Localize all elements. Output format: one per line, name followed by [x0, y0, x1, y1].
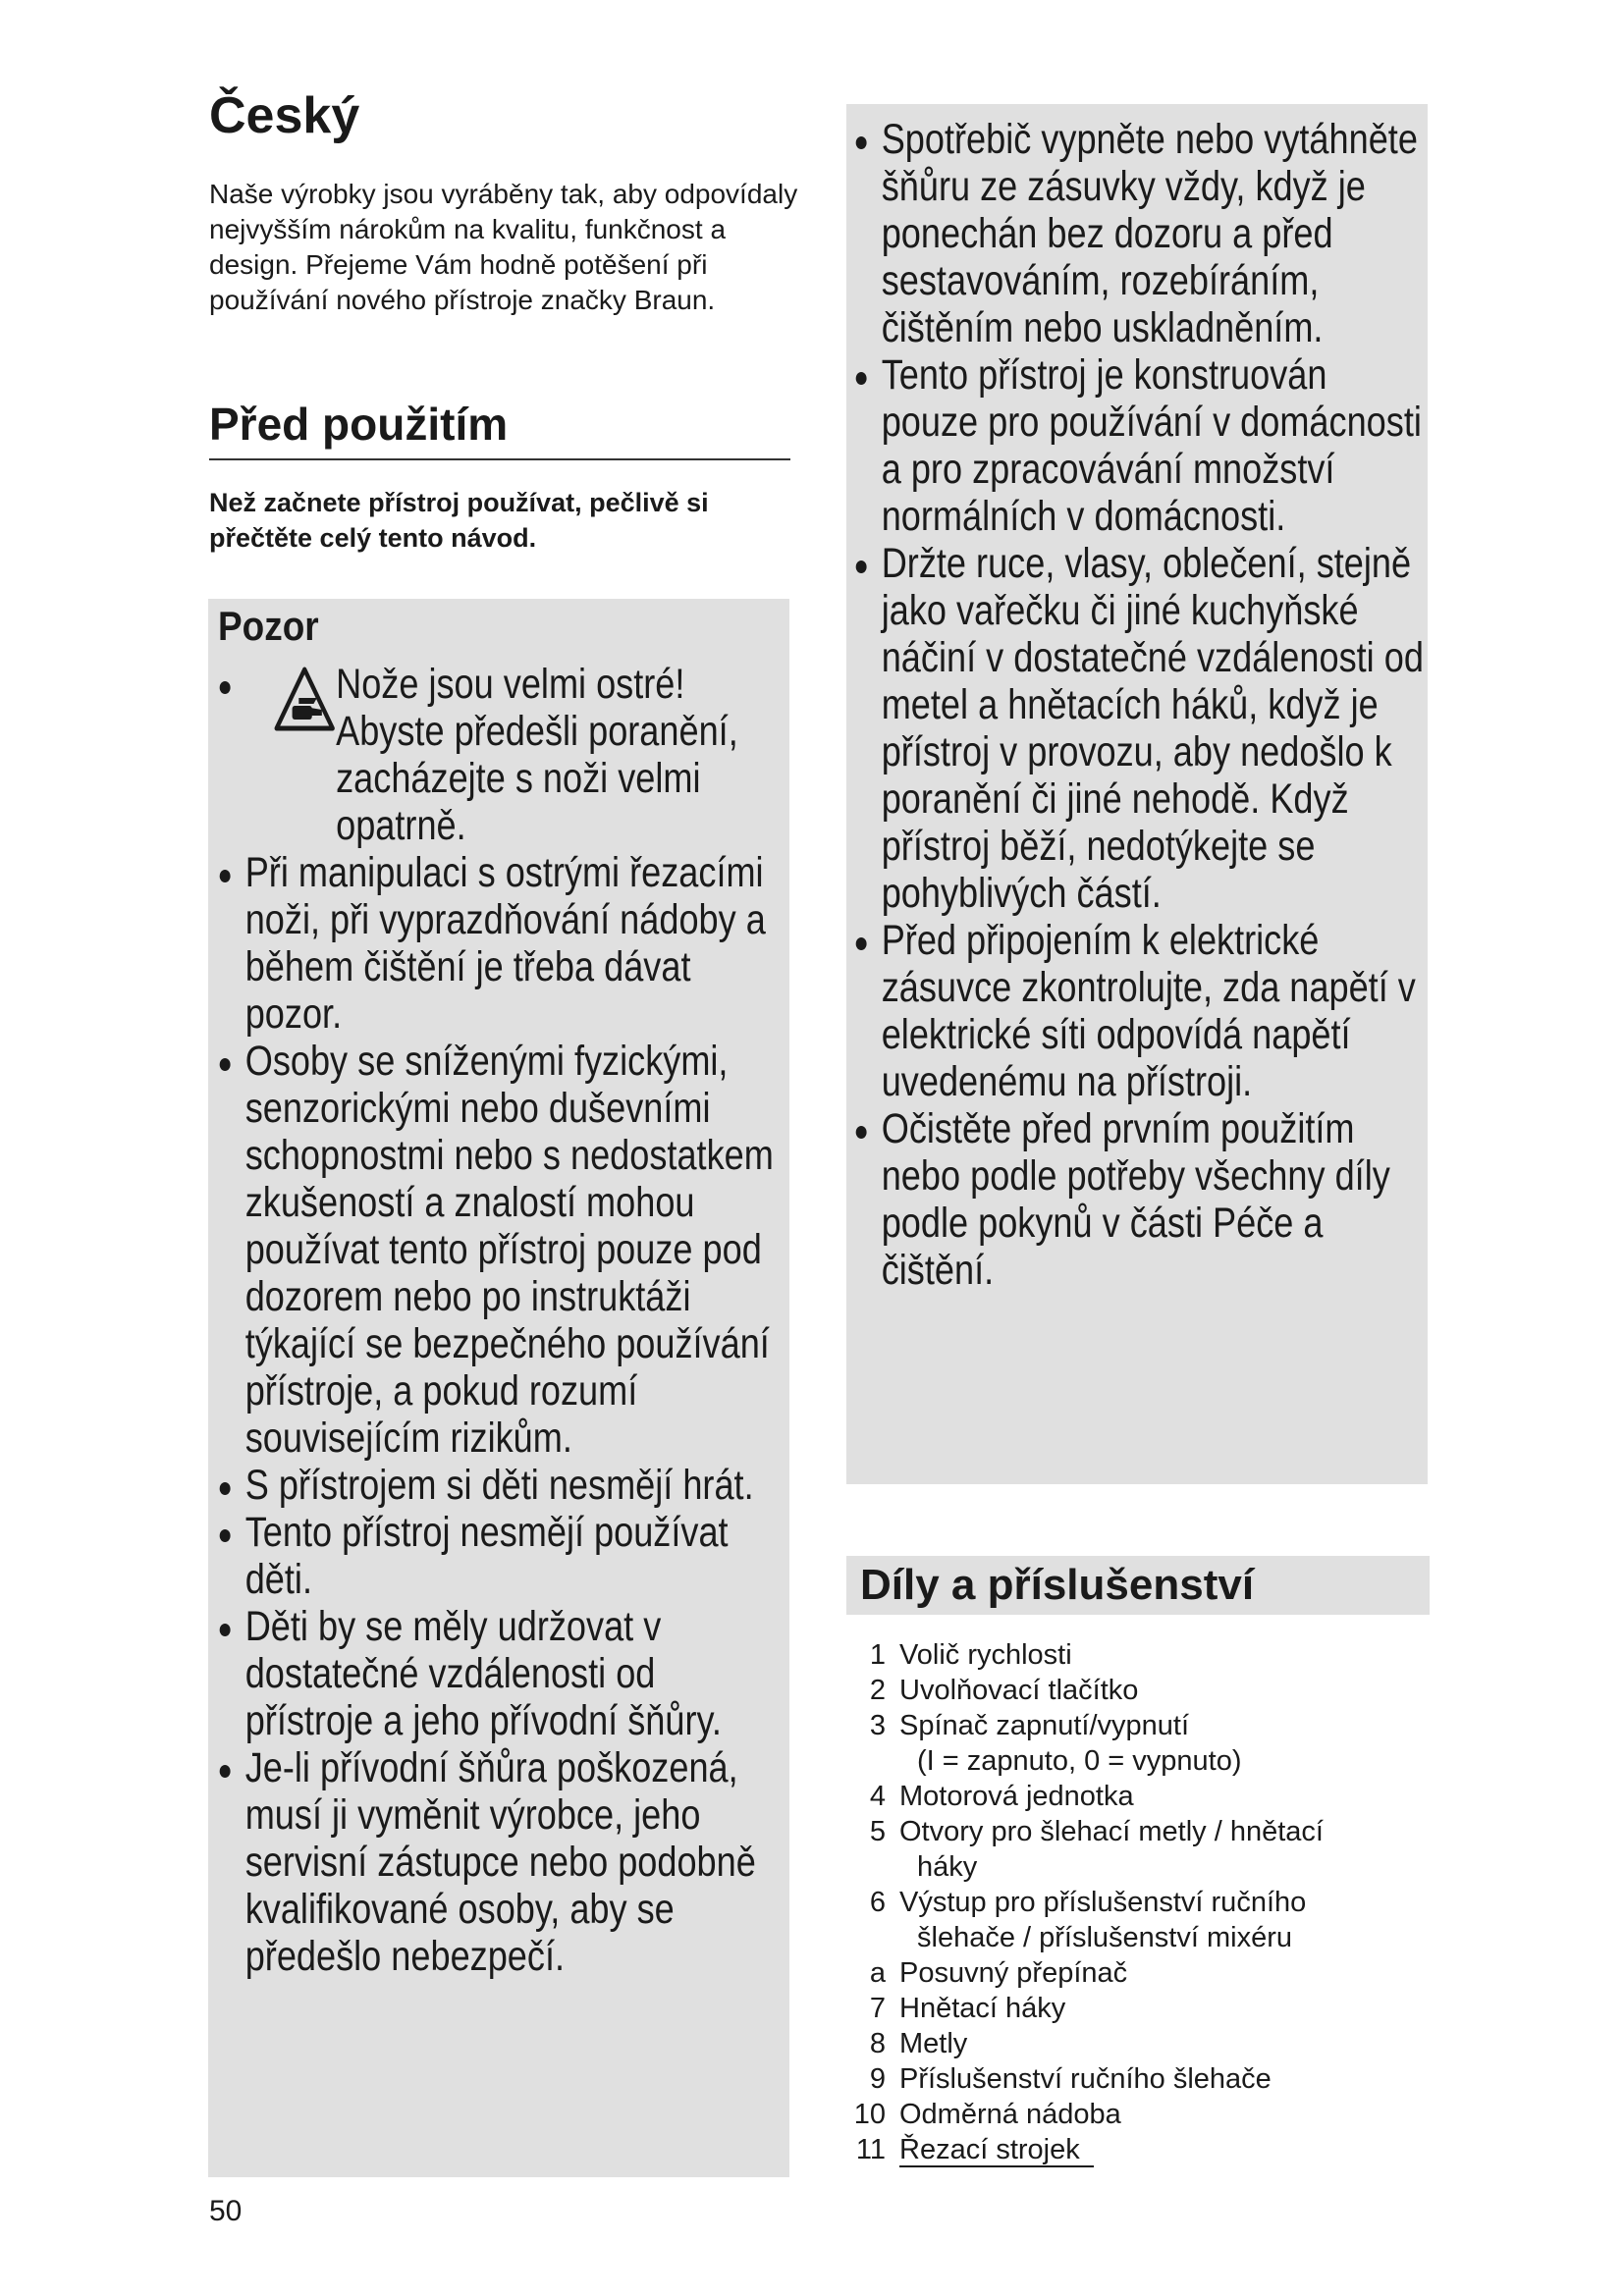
part-number: 5	[869, 1816, 886, 1847]
page-number: 50	[209, 2195, 243, 2227]
warning-item-text: Držte ruce, vlasy, oblečení, stejně jako vařečku či jiné kuchyňské náčiní v dostatečné vzdálenosti od metel a hnětacích háků, když je přístroj v provozu, aby nedošlo k poranění či jiné nehodě. Když přístroj běží, nedotýkejte se pohyblivých částí.	[881, 540, 1424, 917]
warning-item-text: Nože jsou velmi ostré! Abyste předešli poranění, zacházejte s noži velmi opatrně.	[336, 661, 738, 849]
warning-item-text: Osoby se sníženými fyzickými, senzorickými nebo duševními schopnostmi nebo s nedostatkem zkušeností a znalostí mohou používat tento přístroj pouze pod dozorem nebo po instruktáži týkající se bezpečného používání přístroje, a pokud rozumí souvisejícím rizikům.	[244, 1038, 774, 1462]
warning-item-text: Je-li přívodní šňůra poškozená, musí ji vyměnit výrobce, jeho servisní zástupce nebo podobně kvalifikované osoby, aby se předešlo nebezpečí.	[244, 1744, 756, 1980]
hand-cut-warning-icon	[274, 667, 335, 731]
part-number: a	[869, 1957, 886, 1989]
part-label: Otvory pro šlehací metly / hnětací	[899, 1816, 1324, 1847]
part-label-continuation: (I = zapnuto, 0 = vypnuto)	[917, 1745, 1242, 1777]
warning-item-text: Tento přístroj nesmějí používat děti.	[244, 1509, 729, 1603]
list-item	[218, 1462, 788, 1509]
warning-item-text: Děti by se měly udržovat v dostatečné vzdálenosti od přístroje a jeho přívodní šňůry.	[244, 1603, 722, 1744]
list-item	[854, 917, 1430, 1105]
lead-instruction: Než začnete přístroj používat, pečlivě si přečtěte celý tento návod.	[209, 488, 709, 553]
parts-row	[844, 1955, 1434, 1991]
parts-row	[844, 1779, 1434, 1814]
part-label: Odměrná nádoba	[899, 2099, 1121, 2130]
part-label: Příslušenství ručního šlehače	[899, 2063, 1272, 2095]
parts-row	[844, 1814, 1434, 1849]
part-label-continuation: háky	[917, 1851, 978, 1883]
parts-title: Díly a příslušenství	[860, 1561, 1255, 1609]
part-number: 11	[855, 2134, 886, 2165]
warning-title: Pozor	[218, 603, 319, 649]
list-item	[218, 1744, 788, 1980]
part-label: Hnětací háky	[899, 1993, 1066, 2024]
part-label: Uvolňovací tlačítko	[899, 1675, 1139, 1706]
part-label: Posuvný přepínač	[899, 1957, 1128, 1989]
parts-row	[844, 1673, 1434, 1708]
warning-list-left	[218, 661, 788, 1980]
list-item	[218, 849, 788, 1038]
part-label: Řezací strojek	[899, 2134, 1094, 2167]
parts-list	[844, 1637, 1434, 2167]
list-item	[854, 540, 1430, 917]
parts-row	[844, 1708, 1434, 1743]
part-number: 4	[869, 1781, 886, 1812]
intro-paragraph: Naše výrobky jsou vyráběny tak, aby odpovídaly nejvyšším nárokům na kvalitu, funkčnost a design. Přejeme Vám hodně potěšení při používání nového přístroje značky Braun.	[209, 179, 798, 315]
part-number: 6	[869, 1887, 886, 1918]
parts-row	[844, 1885, 1434, 1920]
warning-list-right	[854, 116, 1430, 1294]
page-heading: Český	[209, 87, 360, 144]
list-item	[854, 351, 1430, 540]
parts-row	[844, 2097, 1434, 2132]
warning-item-text: S přístrojem si děti nesmějí hrát.	[244, 1462, 754, 1509]
parts-row	[844, 2061, 1434, 2097]
part-number: 7	[869, 1993, 886, 2024]
warning-item-text: Tento přístroj je konstruován pouze pro používání v domácnosti a pro zpracovávání množství normálních v domácnosti.	[881, 351, 1422, 540]
warning-item-text: Spotřebič vypněte nebo vytáhněte šňůru ze zásuvky vždy, když je ponechán bez dozoru a před sestavováním, rozebíráním, čištěním nebo uskladněním.	[881, 116, 1418, 351]
part-label: Metly	[899, 2028, 968, 2059]
list-item	[218, 1509, 788, 1603]
warning-item-text: Při manipulaci s ostrými řezacími noži, při vyprazdňování nádoby a během čištění je třeba dávat pozor.	[244, 849, 766, 1038]
part-number: 3	[869, 1710, 886, 1741]
parts-row	[844, 2026, 1434, 2061]
parts-row	[844, 2132, 1434, 2167]
warning-item-text: Očistěte před prvním použitím nebo podle potřeby všechny díly podle pokynů v části Péče a čištění.	[881, 1105, 1390, 1294]
parts-row	[844, 1991, 1434, 2026]
list-item	[854, 1105, 1430, 1294]
part-number: 9	[869, 2063, 886, 2095]
part-number: 2	[869, 1675, 886, 1706]
part-label: Výstup pro příslušenství ručního	[899, 1887, 1307, 1918]
section-title-before-use: Před použitím	[209, 398, 790, 460]
part-number: 1	[869, 1639, 886, 1671]
parts-row	[844, 1637, 1434, 1673]
part-number: 8	[869, 2028, 886, 2059]
part-label: Volič rychlosti	[899, 1639, 1072, 1671]
list-item	[218, 1038, 788, 1462]
part-label: Spínač zapnutí/vypnutí	[899, 1710, 1190, 1741]
list-item	[218, 661, 788, 849]
warning-item-text: Před připojením k elektrické zásuvce zkontrolujte, zda napětí v elektrické síti odpovídá napětí uvedenému na přístroji.	[881, 917, 1416, 1105]
part-label: Motorová jednotka	[899, 1781, 1134, 1812]
part-number: 10	[853, 2099, 886, 2130]
list-item	[218, 1603, 788, 1744]
part-label-continuation: šlehače / příslušenství mixéru	[917, 1922, 1292, 1953]
list-item	[854, 116, 1430, 351]
